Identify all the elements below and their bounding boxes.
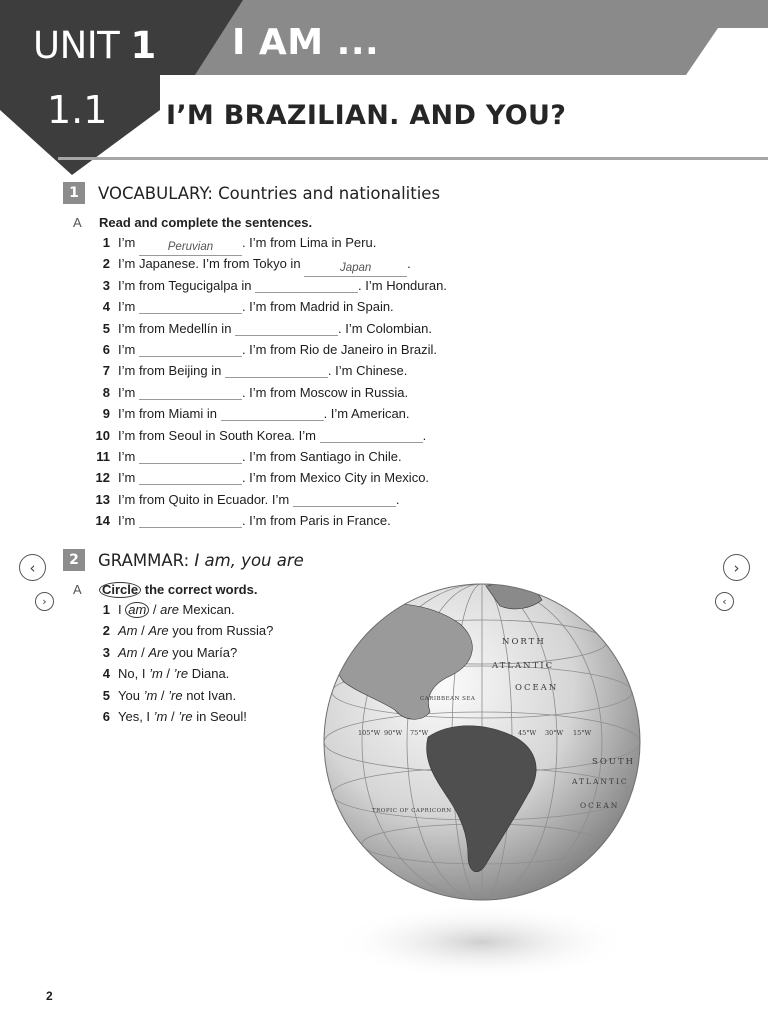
sentence-end: . I’m from Mexico City in Mexico.: [241, 470, 430, 486]
item-number: 1: [102, 235, 110, 250]
sentence-end: in Seoul!: [192, 708, 247, 724]
list-item: [88, 360, 447, 381]
globe-label: ATLANTIC: [492, 661, 555, 671]
section-number-badge: 2: [63, 549, 85, 571]
globe-image: [310, 572, 650, 992]
option-separator: /: [137, 623, 149, 639]
task-letter: A: [73, 582, 82, 597]
sentence-end: . I’m from Rio de Janeiro in Brazil.: [241, 341, 438, 357]
globe-shadow: [332, 904, 632, 980]
answer-blank[interactable]: [139, 469, 242, 485]
option-separator: /: [162, 666, 174, 682]
sentence-start: I: [118, 602, 126, 617]
item-number: 5: [102, 687, 110, 703]
item-number: 3: [102, 644, 110, 660]
list-item: [88, 425, 447, 446]
sentence-end: . I’m from Lima in Peru.: [241, 235, 377, 250]
sentence-end: Diana.: [188, 666, 230, 682]
sentence-start: I’m: [118, 470, 139, 486]
list-item: [88, 642, 273, 663]
option-second[interactable]: ’re: [173, 666, 189, 682]
sentence-start: I’m Japanese. I’m from Tokyo in: [118, 256, 305, 272]
list-item: [88, 275, 447, 296]
answer-blank[interactable]: [221, 405, 324, 421]
item-number: 5: [102, 320, 110, 336]
sentence-start: I’m: [118, 235, 139, 250]
lesson-number: 1.1: [47, 88, 108, 132]
sentence-start: I’m: [118, 513, 139, 529]
option-second[interactable]: Are: [148, 623, 169, 639]
sentence-end: .: [422, 427, 427, 443]
sentence-end: not Ivan.: [182, 687, 237, 703]
answer-blank[interactable]: [255, 277, 358, 293]
chevron-right-icon[interactable]: ›: [723, 554, 750, 581]
option-first[interactable]: ’m: [149, 666, 163, 682]
sentence-end: .: [395, 491, 400, 507]
item-number: 2: [102, 256, 110, 272]
section-title: [98, 551, 304, 570]
item-number: 9: [102, 406, 110, 422]
option-second[interactable]: are: [160, 602, 179, 617]
sentence-start: I’m: [118, 384, 139, 400]
option-separator: /: [167, 708, 179, 724]
globe-label: 45°W: [518, 729, 537, 737]
answer-blank[interactable]: [225, 362, 328, 378]
option-second[interactable]: ’re: [178, 708, 193, 724]
option-first[interactable]: ’m: [143, 687, 158, 703]
sentence-start: I’m from Tegucigalpa in: [118, 277, 256, 293]
list-item: [88, 620, 273, 641]
list-item: [88, 510, 447, 531]
answer-blank[interactable]: [139, 512, 242, 528]
item-number: 14: [95, 513, 110, 529]
task-instruction: [99, 582, 257, 598]
sentence-end: . I’m Honduran.: [358, 277, 447, 293]
item-number: 10: [95, 427, 110, 443]
list-item: [88, 706, 273, 727]
item-number: 4: [102, 299, 110, 315]
list-item: [88, 489, 447, 510]
item-number: 3: [102, 277, 110, 293]
answer-blank[interactable]: Peruvian: [139, 240, 242, 256]
sentence-end: you María?: [168, 644, 238, 660]
option-first[interactable]: Am: [118, 623, 138, 639]
option-second[interactable]: ’re: [168, 687, 183, 703]
sentence-start: I’m from Seoul in South Korea. I’m: [118, 427, 320, 443]
list-item: [88, 339, 447, 360]
globe-label: CARIBBEAN SEA: [420, 696, 476, 702]
list-item: [88, 599, 273, 620]
page-number: 2: [46, 989, 53, 1003]
task-instruction: Read and complete the sentences.: [99, 215, 313, 230]
item-number: 1: [102, 602, 110, 617]
sentence-start: I’m from Quito in Ecuador. I’m: [118, 491, 293, 507]
sentence-end: you from Russia?: [168, 623, 274, 639]
sentence-start: Yes, I: [118, 708, 154, 724]
section-title-italic: I am, you are: [194, 550, 304, 570]
unit-header: [0, 0, 768, 175]
answer-blank[interactable]: [235, 320, 338, 336]
globe-label: OCEAN: [515, 683, 559, 693]
answer-blank[interactable]: [320, 427, 423, 443]
section-number-badge: 1: [63, 182, 85, 204]
list-item: [88, 446, 447, 467]
title-divider: [58, 157, 768, 160]
section-title: VOCABULARY: Countries and nationalities: [98, 183, 441, 203]
globe-label: 30°W: [545, 729, 564, 737]
globe-label: 15°W: [573, 729, 592, 737]
item-number: 2: [102, 623, 110, 639]
chevron-left-icon[interactable]: ‹: [715, 592, 734, 611]
list-item: [88, 467, 447, 488]
item-number: 6: [102, 341, 110, 357]
answer-blank[interactable]: Japan: [304, 261, 407, 277]
globe-label: 105°W: [358, 729, 381, 737]
section-title-plain: GRAMMAR:: [98, 550, 195, 570]
item-number: 11: [96, 448, 110, 464]
option-separator: /: [137, 644, 149, 660]
item-number: 12: [95, 470, 110, 486]
sentence-end: . I’m from Moscow in Russia.: [241, 384, 409, 400]
answer-blank[interactable]: [139, 448, 242, 464]
sentence-start: I’m: [118, 299, 139, 315]
sentence-start: I’m from Medellín in: [118, 320, 236, 336]
list-item: [88, 403, 447, 424]
sentence-end: . I’m from Santiago in Chile.: [241, 448, 402, 464]
sentence-end: . I’m American.: [323, 406, 410, 422]
task-letter: A: [73, 215, 82, 230]
sentence-start: I’m: [118, 341, 139, 357]
item-number: 4: [102, 666, 110, 682]
option-first[interactable]: ’m: [153, 708, 168, 724]
item-number: 6: [102, 708, 110, 724]
globe-label: 75°W: [410, 729, 429, 737]
section-1-heading: [63, 181, 440, 205]
sentence-end: .: [407, 256, 411, 272]
unit-label: [33, 24, 156, 67]
item-number: 8: [102, 384, 110, 400]
chevron-right-icon[interactable]: ›: [35, 592, 54, 611]
answer-blank[interactable]: [293, 491, 396, 507]
list-item: [88, 663, 273, 684]
list-item: [88, 382, 447, 403]
sentence-end: . I’m Chinese.: [327, 363, 408, 379]
sentence-end: Mexican.: [178, 602, 235, 617]
globe-label: NORTH: [502, 637, 546, 647]
answer-blank[interactable]: [139, 384, 242, 400]
sentence-start: I’m from Beijing in: [118, 363, 225, 379]
section-2-heading: [63, 548, 304, 572]
sentence-start: No, I: [118, 666, 150, 682]
lesson-title: I’M BRAZILIAN. AND YOU?: [166, 100, 567, 131]
unit-word: UNIT: [33, 24, 120, 67]
option-first[interactable]: Am: [118, 644, 138, 660]
list-item: [88, 685, 273, 706]
circled-word: Circle: [99, 582, 141, 598]
sentence-start: I’m from Miami in: [118, 406, 221, 422]
item-number: 7: [102, 363, 110, 379]
sentence-end: . I’m from Paris in France.: [241, 513, 391, 529]
item-number: 13: [95, 491, 110, 507]
globe-label: SOUTH: [592, 757, 636, 767]
option-first[interactable]: am: [125, 602, 149, 618]
globe-label: 90°W: [384, 729, 403, 737]
list-item: [88, 232, 447, 253]
globe-label: OCEAN: [580, 801, 620, 810]
grammar-exercise-list: [88, 599, 273, 727]
unit-number: 1: [130, 24, 156, 67]
vocabulary-exercise-list: [88, 232, 447, 531]
answer-blank[interactable]: [139, 298, 242, 314]
sentence-start: I’m: [118, 448, 139, 464]
unit-title: I AM ...: [232, 22, 380, 63]
option-second[interactable]: Are: [148, 644, 169, 660]
list-item: [88, 296, 447, 317]
sentence-end: . I’m from Madrid in Spain.: [241, 299, 394, 315]
globe-label: ATLANTIC: [572, 777, 629, 786]
list-item: [88, 253, 447, 274]
chevron-left-icon[interactable]: ‹: [19, 554, 46, 581]
answer-blank[interactable]: [139, 341, 242, 357]
instruction-rest: the correct words.: [141, 582, 258, 597]
sentence-end: . I’m Colombian.: [338, 320, 432, 336]
globe-label: TROPIC OF CAPRICORN: [372, 808, 452, 814]
option-separator: /: [149, 602, 161, 617]
sentence-start: You: [118, 687, 144, 703]
option-separator: /: [157, 687, 169, 703]
list-item: [88, 318, 447, 339]
